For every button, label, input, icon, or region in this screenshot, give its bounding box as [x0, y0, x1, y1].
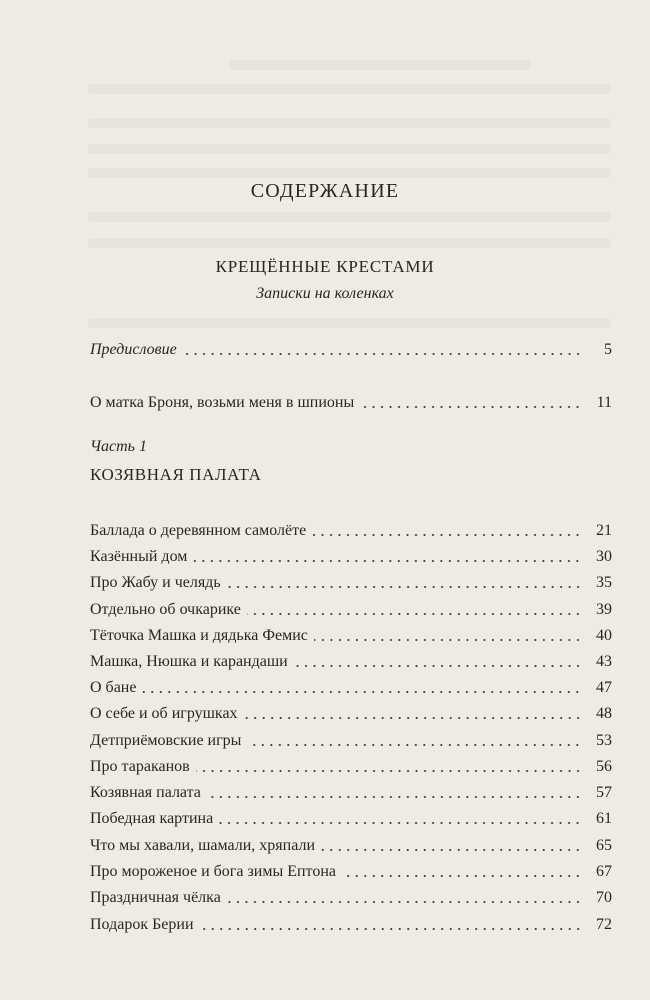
- toc-entry[interactable]: [90, 545, 612, 569]
- toc-entry-title: Про мороженое и бога зимы Ептона: [90, 863, 336, 880]
- toc-entry-page: 65: [596, 837, 612, 854]
- dot-leader: [142, 690, 582, 694]
- dot-leader: [244, 716, 582, 720]
- toc-entry-page: 70: [596, 889, 612, 906]
- toc-entry[interactable]: [90, 886, 612, 910]
- toc-entry-title: Про тараканов: [90, 758, 190, 775]
- toc-entry-page: 39: [596, 601, 612, 618]
- toc-entry-page: 40: [596, 627, 612, 644]
- toc-entry-page: 43: [596, 653, 612, 670]
- toc-entry-title: О матка Броня, возьми меня в шпионы: [90, 394, 355, 411]
- dot-leader: [227, 900, 582, 904]
- dot-leader: [193, 559, 582, 563]
- toc-entry[interactable]: [90, 913, 612, 937]
- toc-entry-page: 11: [596, 394, 612, 411]
- dot-leader: [247, 743, 582, 747]
- toc-entry[interactable]: [90, 781, 612, 805]
- toc-entry-page: 72: [596, 916, 612, 933]
- toc-entry-title: О бане: [90, 679, 137, 696]
- toc-entry[interactable]: [90, 729, 612, 753]
- dot-leader: [321, 848, 582, 852]
- toc-entry-matka-bronya[interactable]: [90, 391, 612, 415]
- toc-entry-page: 47: [596, 679, 612, 696]
- toc-entry-page: 56: [596, 758, 612, 775]
- dot-leader: [314, 638, 582, 642]
- toc-entry[interactable]: [90, 624, 612, 648]
- bleed-through-texture: [88, 84, 610, 94]
- toc-entry-title: Детприёмовские игры: [90, 732, 242, 749]
- toc-entry-page: 5: [604, 341, 612, 358]
- dot-leader: [227, 585, 582, 589]
- dot-leader: [183, 352, 582, 356]
- toc-entry-title: Победная картина: [90, 810, 214, 827]
- toc-entry[interactable]: [90, 702, 612, 726]
- toc-entry[interactable]: [90, 571, 612, 595]
- page-title: СОДЕРЖАНИЕ: [250, 180, 400, 202]
- bleed-through-texture: [88, 144, 610, 154]
- toc-entry[interactable]: [90, 676, 612, 700]
- toc-entry-preface[interactable]: [90, 338, 612, 362]
- toc-entry-title: Казённый дом: [90, 548, 188, 565]
- toc-entry-page: 67: [596, 863, 612, 880]
- dot-leader: [312, 533, 582, 537]
- toc-entry-title: О себе и об игрушках: [90, 705, 238, 722]
- toc-entry-title: Праздничная чёлка: [90, 889, 221, 906]
- dot-leader: [247, 612, 582, 616]
- dot-leader: [342, 874, 582, 878]
- toc-entry-page: 53: [596, 732, 612, 749]
- dot-leader: [360, 405, 582, 409]
- part-title: КОЗЯВНАЯ ПАЛАТА: [90, 465, 262, 484]
- book-subtitle: Записки на коленках: [256, 285, 394, 302]
- toc-entry-page: 21: [596, 522, 612, 539]
- toc-entry-page: 57: [596, 784, 612, 801]
- dot-leader: [207, 795, 582, 799]
- bleed-through-texture: [88, 238, 610, 248]
- bleed-through-texture: [88, 118, 610, 128]
- bleed-through-texture: [88, 212, 610, 222]
- toc-entry[interactable]: [90, 807, 612, 831]
- toc-entry[interactable]: [90, 598, 612, 622]
- bleed-through-texture: [88, 318, 610, 328]
- toc-entry[interactable]: [90, 834, 612, 858]
- toc-entry-title: Предисловие: [90, 341, 177, 358]
- toc-entry-title: Козявная палата: [90, 784, 201, 801]
- dot-leader: [200, 927, 582, 931]
- toc-entry-page: 48: [596, 705, 612, 722]
- toc-entry[interactable]: [90, 755, 612, 779]
- toc-entry-page: 35: [596, 574, 612, 591]
- part-label: Часть 1: [90, 438, 147, 455]
- toc-entry-title: Подарок Берии: [90, 916, 194, 933]
- book-title: КРЕЩЁННЫЕ КРЕСТАМИ: [215, 257, 435, 276]
- toc-entry-page: 30: [596, 548, 612, 565]
- dot-leader: [196, 769, 582, 773]
- toc-entry-title: Отдельно об очкарике: [90, 601, 241, 618]
- toc-entry-title: Баллада о деревянном самолёте: [90, 522, 307, 539]
- toc-entry-page: 61: [596, 810, 612, 827]
- toc-entry[interactable]: [90, 650, 612, 674]
- toc-entry-title: Тёточка Машка и дядька Фемис: [90, 627, 308, 644]
- bleed-through-texture: [88, 168, 610, 178]
- toc-entry[interactable]: [90, 860, 612, 884]
- bleed-through-texture: [230, 60, 530, 70]
- toc-entry[interactable]: [90, 519, 612, 543]
- toc-entry-title: Про Жабу и челядь: [90, 574, 221, 591]
- dot-leader: [294, 664, 582, 668]
- toc-entry-title: Что мы хавали, шамали, хряпали: [90, 837, 316, 854]
- toc-entry-title: Машка, Нюшка и карандаши: [90, 653, 288, 670]
- dot-leader: [219, 821, 582, 825]
